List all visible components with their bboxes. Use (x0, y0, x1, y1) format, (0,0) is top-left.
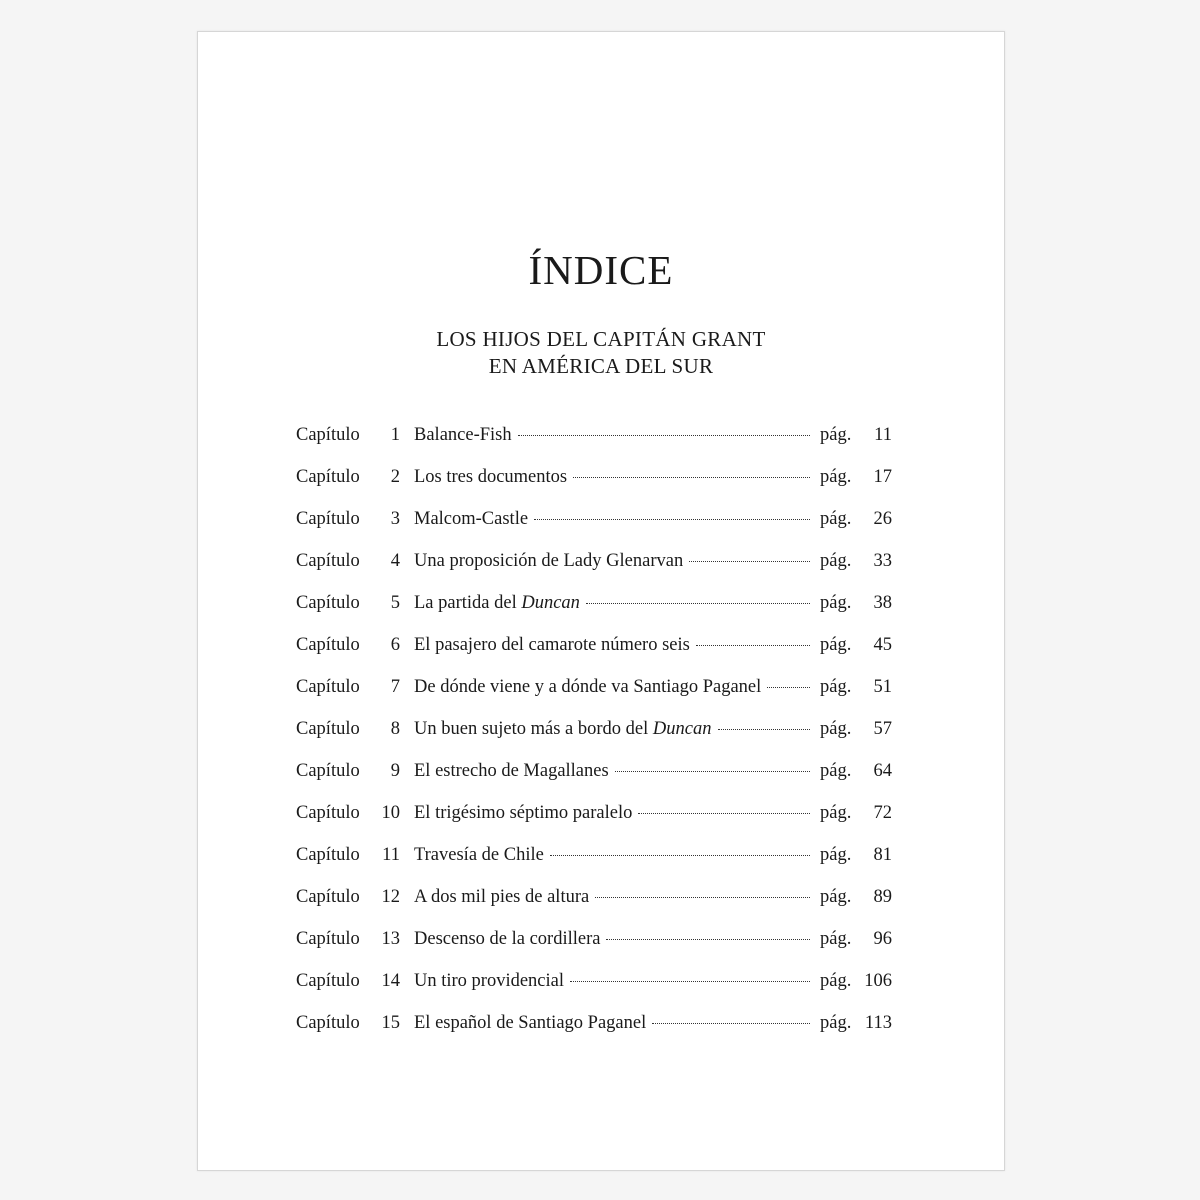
page-label: pág. (820, 929, 852, 949)
chapter-title-text: Travesía de Chile (414, 845, 544, 865)
page-reference (820, 966, 892, 996)
chapter-label: Capítulo (296, 887, 360, 907)
chapter-number: 3 (390, 509, 400, 529)
page-reference (820, 420, 892, 450)
chapter-number: 9 (390, 761, 400, 781)
chapter-number: 11 (382, 845, 400, 865)
book-page (197, 31, 1005, 1171)
chapter-entry (414, 462, 820, 492)
page-number: 38 (873, 593, 892, 613)
chapter-entry (414, 504, 820, 534)
page-label: pág. (820, 467, 852, 487)
page-number: 96 (873, 929, 892, 949)
chapter-entry (414, 882, 820, 912)
page-reference (820, 462, 892, 492)
chapter-number: 13 (381, 929, 400, 949)
chapter-entry (414, 714, 820, 744)
chapter-entry (414, 840, 820, 870)
chapter-title-text: Una proposición de Lady Glenarvan (414, 551, 684, 571)
dot-leader (652, 1023, 810, 1024)
chapter-title (414, 966, 564, 996)
page-number: 51 (873, 677, 892, 697)
page-reference (820, 504, 892, 534)
chapter-label: Capítulo (296, 761, 360, 781)
chapter-title-text: A dos mil pies de altura (414, 887, 590, 907)
chapter-title-text: Descenso de la cordillera (414, 929, 601, 949)
chapter-label: Capítulo (296, 467, 360, 487)
chapter-number: 12 (381, 887, 400, 907)
chapter-entry (414, 1008, 820, 1038)
chapter-entry (414, 966, 820, 996)
chapter-title-text: El pasajero del camarote número seis (414, 635, 690, 655)
dot-leader (550, 855, 810, 856)
chapter-title-text: La partida del (414, 593, 522, 613)
page-label: pág. (820, 845, 852, 865)
page-reference (820, 672, 892, 702)
page-label: pág. (820, 887, 852, 907)
page-label: pág. (820, 593, 852, 613)
page-reference (820, 840, 892, 870)
dot-leader (595, 897, 810, 898)
toc-row (296, 672, 892, 714)
chapter-label: Capítulo (296, 509, 360, 529)
page-reference (820, 882, 892, 912)
page-label: pág. (820, 677, 852, 697)
chapter-entry (414, 546, 820, 576)
chapter-label: Capítulo (296, 1013, 360, 1033)
dot-leader (534, 519, 810, 520)
chapter-number: 10 (381, 803, 400, 823)
page-number: 106 (864, 971, 892, 991)
chapter-number: 5 (390, 593, 400, 613)
toc-row (296, 1008, 892, 1050)
chapter-label: Capítulo (296, 551, 360, 571)
dot-leader (570, 981, 810, 982)
chapter-entry (414, 630, 820, 660)
chapter-number: 7 (390, 677, 400, 697)
toc-row (296, 714, 892, 756)
chapter-entry (414, 588, 820, 618)
page-number: 89 (873, 887, 892, 907)
page-reference (820, 1008, 892, 1038)
dot-leader (696, 645, 810, 646)
dot-leader (573, 477, 810, 478)
chapter-title-text: El español de Santiago Paganel (414, 1013, 647, 1033)
chapter-title-text: El estrecho de Magallanes (414, 761, 609, 781)
page-reference (820, 546, 892, 576)
page-number: 33 (873, 551, 892, 571)
table-of-contents (296, 420, 892, 1050)
toc-row (296, 840, 892, 882)
chapter-entry (414, 672, 820, 702)
page-reference (820, 924, 892, 954)
chapter-title-text: Un tiro providencial (414, 971, 565, 991)
chapter-title-italic: Duncan (521, 593, 580, 613)
page-label: pág. (820, 971, 852, 991)
chapter-title-text: Malcom-Castle (414, 509, 529, 529)
page-label: pág. (820, 635, 852, 655)
page-label: pág. (820, 425, 852, 445)
page-number: 64 (873, 761, 892, 781)
page-number: 81 (873, 845, 892, 865)
chapter-title (414, 546, 683, 576)
chapter-label: Capítulo (296, 593, 360, 613)
page-reference (820, 630, 892, 660)
page-number: 17 (873, 467, 892, 487)
toc-row (296, 546, 892, 588)
chapter-label: Capítulo (296, 845, 360, 865)
chapter-label: Capítulo (296, 425, 360, 445)
chapter-label: Capítulo (296, 971, 360, 991)
chapter-label: Capítulo (296, 719, 360, 739)
chapter-label: Capítulo (296, 635, 360, 655)
chapter-label: Capítulo (296, 803, 360, 823)
dot-leader (767, 687, 810, 688)
chapter-title (414, 462, 567, 492)
page-reference (820, 588, 892, 618)
chapter-entry (414, 798, 820, 828)
chapter-title (414, 588, 580, 618)
toc-row (296, 966, 892, 1008)
chapter-label: Capítulo (296, 929, 360, 949)
toc-row (296, 882, 892, 924)
toc-row (296, 630, 892, 672)
chapter-number: 6 (390, 635, 400, 655)
chapter-title-text: Un buen sujeto más a bordo del (414, 719, 653, 739)
page-number: 45 (873, 635, 892, 655)
chapter-title (414, 798, 632, 828)
chapter-title-text: El trigésimo séptimo paralelo (414, 803, 633, 823)
toc-row (296, 504, 892, 546)
toc-row (296, 462, 892, 504)
page-number: 113 (864, 1013, 892, 1033)
chapter-number: 4 (390, 551, 400, 571)
chapter-title (414, 672, 761, 702)
subtitle-line-1: LOS HIJOS DEL CAPITÁN GRANT (436, 327, 766, 351)
chapter-number: 14 (381, 971, 400, 991)
chapter-title (414, 924, 600, 954)
toc-row (296, 588, 892, 630)
dot-leader (689, 561, 810, 562)
chapter-title (414, 756, 609, 786)
page-label: pág. (820, 1013, 852, 1033)
page-title: ÍNDICE (528, 247, 674, 293)
subtitle-line-2: EN AMÉRICA DEL SUR (488, 354, 714, 378)
chapter-entry (414, 420, 820, 450)
chapter-title-text: De dónde viene y a dónde va Santiago Paganel (414, 677, 762, 697)
page-number: 26 (873, 509, 892, 529)
chapter-title-text: Los tres documentos (414, 467, 568, 487)
page-reference (820, 756, 892, 786)
toc-row (296, 756, 892, 798)
dot-leader (615, 771, 810, 772)
chapter-number: 2 (390, 467, 400, 487)
toc-row (296, 798, 892, 840)
dot-leader (718, 729, 811, 730)
toc-row (296, 924, 892, 966)
dot-leader (638, 813, 810, 814)
page-label: pág. (820, 551, 852, 571)
page-label: pág. (820, 509, 852, 529)
chapter-number: 1 (390, 425, 400, 445)
page-number: 57 (873, 719, 892, 739)
chapter-title (414, 714, 712, 744)
page-label: pág. (820, 719, 852, 739)
toc-row (296, 420, 892, 462)
chapter-title (414, 630, 690, 660)
chapter-title (414, 420, 512, 450)
page-label: pág. (820, 761, 852, 781)
dot-leader (518, 435, 810, 436)
chapter-title (414, 882, 589, 912)
chapter-title-italic: Duncan (652, 719, 712, 739)
chapter-title-text: Balance-Fish (414, 425, 512, 445)
chapter-title (414, 1008, 646, 1038)
chapter-number: 15 (381, 1013, 400, 1033)
page-number: 11 (874, 425, 892, 445)
chapter-number: 8 (390, 719, 400, 739)
page-number: 72 (873, 803, 892, 823)
dot-leader (586, 603, 810, 604)
chapter-title (414, 840, 544, 870)
chapter-entry (414, 756, 820, 786)
chapter-title (414, 504, 528, 534)
page-reference (820, 798, 892, 828)
page-label: pág. (820, 803, 852, 823)
chapter-entry (414, 924, 820, 954)
chapter-label: Capítulo (296, 677, 360, 697)
page-reference (820, 714, 892, 744)
dot-leader (606, 939, 810, 940)
